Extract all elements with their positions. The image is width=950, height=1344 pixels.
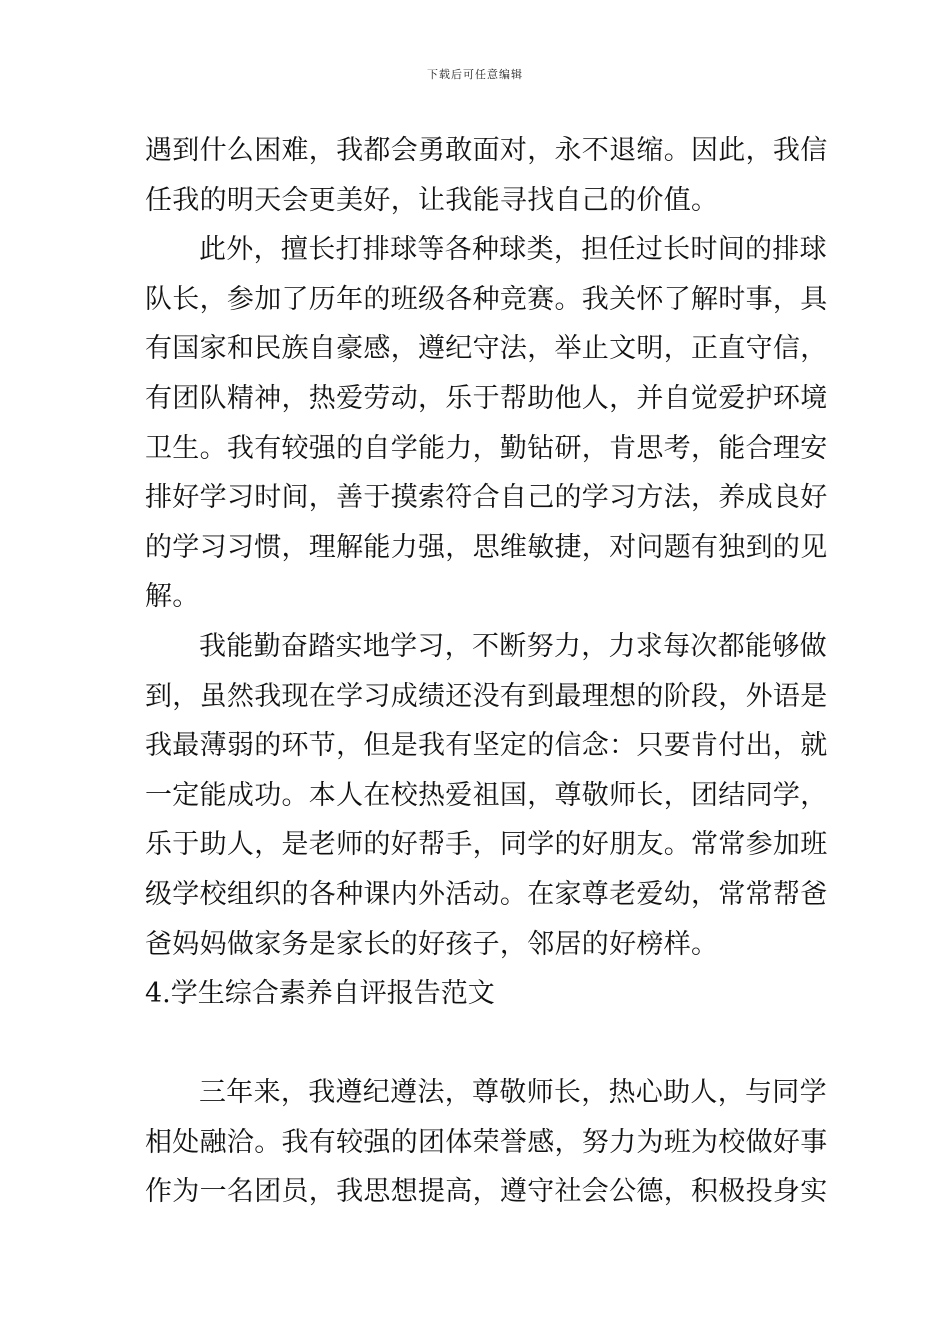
body-line: 相处融洽。我有较强的团体荣誉感，努力为班为校做好事 [145, 1126, 828, 1158]
page-header-note: 下载后可任意编辑 [427, 68, 523, 81]
body-line: 乐于助人，是老师的好帮手，同学的好朋友。常常参加班 [145, 829, 828, 861]
body-line: 爸妈妈做家务是家长的好孩子，邻居的好榜样。 [145, 928, 719, 960]
body-line: 有团队精神，热爱劳动，乐于帮助他人，并自觉爱护环境 [145, 382, 828, 414]
paragraph-start-line: 我能勤奋踏实地学习，不断努力，力求每次都能够做 [199, 630, 827, 662]
body-line: 遇到什么困难，我都会勇敢面对，永不退缩。因此，我信 [145, 135, 828, 166]
body-line: 一定能成功。本人在校热爱祖国，尊敬师长，团结同学， [145, 779, 828, 811]
body-line: 卫生。我有较强的自学能力，勤钻研，肯思考，能合理安 [145, 432, 828, 464]
body-line: 队长，参加了历年的班级各种竞赛。我关怀了解时事，具 [145, 283, 828, 315]
body-line: 作为一名团员，我思想提高，遵守社会公德，积极投身实 [145, 1176, 828, 1208]
body-line: 到，虽然我现在学习成绩还没有到最理想的阶段，外语是 [145, 680, 828, 712]
body-line: 我最薄弱的环节，但是我有坚定的信念：只要肯付出，就 [145, 730, 828, 762]
body-line: 解。 [145, 581, 200, 613]
paragraph-start-line: 此外，擅长打排球等各种球类，担任过长时间的排球 [199, 234, 827, 266]
paragraph-start-line: 三年来，我遵纪遵法，尊敬师长，热心助人，与同学 [199, 1077, 827, 1109]
body-line: 任我的明天会更美好，让我能寻找自己的价值。 [145, 184, 719, 216]
document-body [145, 126, 828, 1217]
section-heading: 4.学生综合素养自评报告范文 [145, 978, 495, 1010]
body-line: 级学校组织的各种课内外活动。在家尊老爱幼，常常帮爸 [145, 878, 828, 910]
body-line: 有国家和民族自豪感，遵纪守法，举止文明，正直守信， [145, 333, 828, 365]
blank-line-spacer [145, 1019, 807, 1069]
body-line: 排好学习时间，善于摸索符合自己的学习方法，养成良好 [145, 482, 828, 514]
body-line: 的学习习惯，理解能力强，思维敏捷，对问题有独到的见 [145, 531, 828, 563]
